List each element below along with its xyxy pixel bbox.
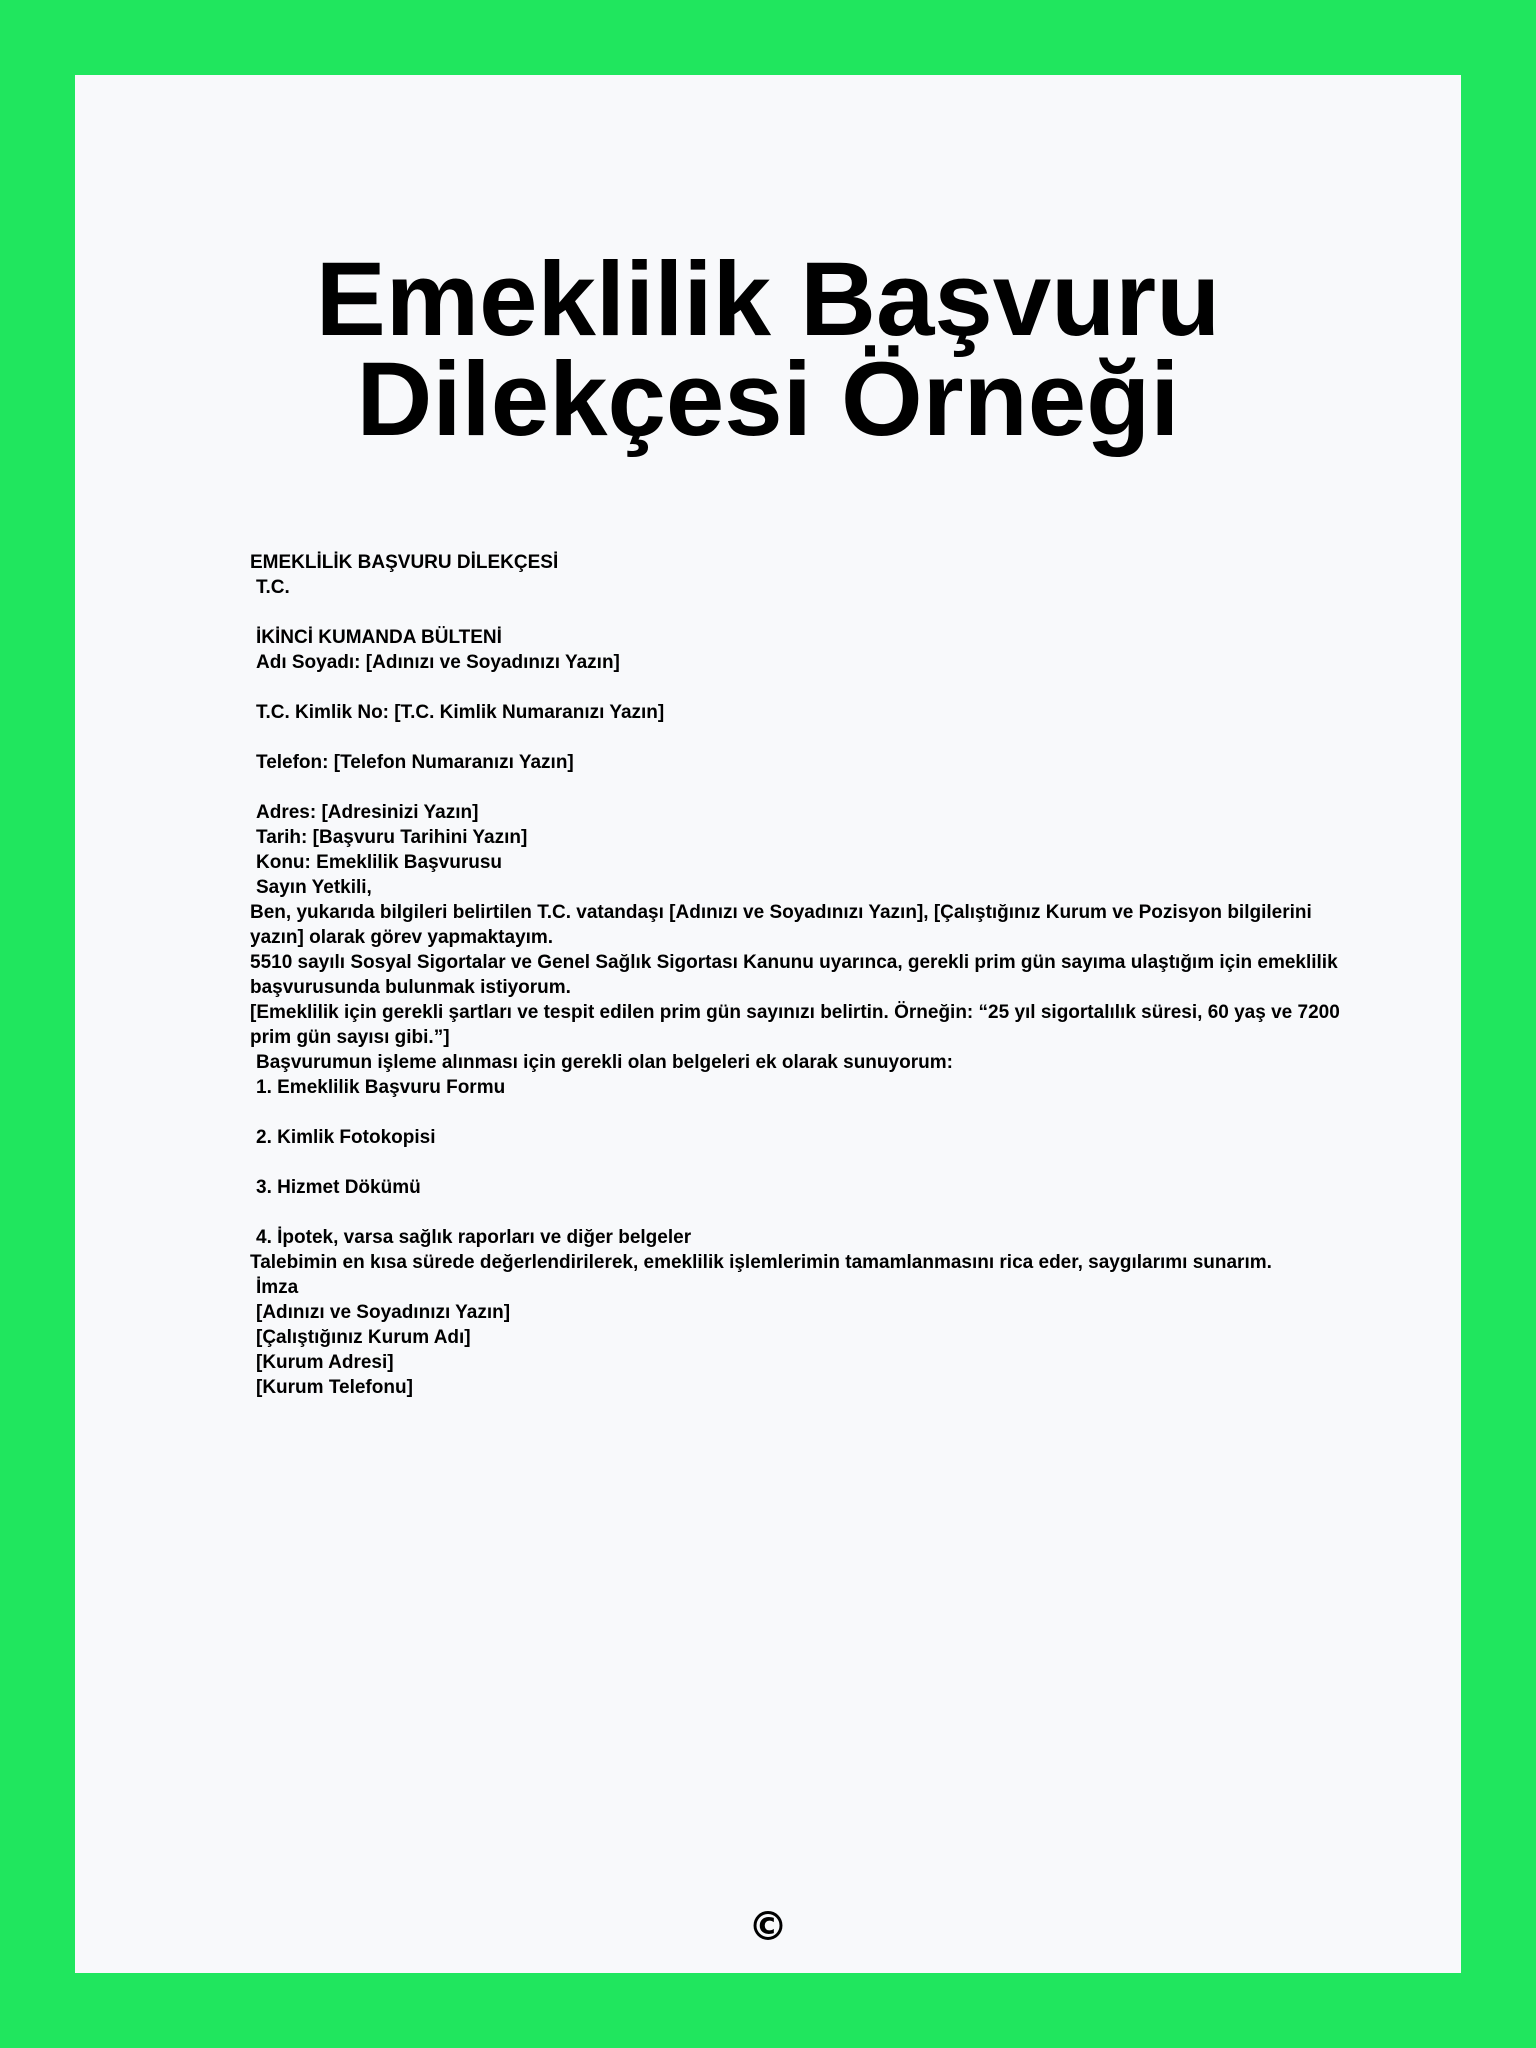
signature-address: [Kurum Adresi] — [256, 1352, 394, 1373]
spacer — [250, 600, 1350, 625]
spacer — [250, 775, 1350, 800]
attachment-item: 3. Hizmet Dökümü — [256, 1177, 421, 1198]
attachment-item: 1. Emeklilik Başvuru Formu — [256, 1077, 506, 1098]
signature-name: [Adınızı ve Soyadınızı Yazın] — [256, 1302, 511, 1323]
signature-label: İmza — [256, 1277, 299, 1298]
closing-paragraph: Talebimin en kısa sürede değerlendirilerek, emeklilik işlemlerimin tamamlanmasını rica eder, saygılarımı sunarım. — [250, 1252, 1272, 1273]
signature-phone: [Kurum Telefonu] — [256, 1377, 413, 1398]
id-field: T.C. Kimlik No: [T.C. Kimlik Numaranızı Yazın] — [256, 702, 665, 723]
spacer — [250, 675, 1350, 700]
name-field: Adı Soyadı: [Adınızı ve Soyadınızı Yazın] — [256, 652, 620, 673]
paragraph: Ben, yukarıda bilgileri belirtilen T.C. vatandaşı [Adınızı ve Soyadınızı Yazın], [Çalıştığınız Kurum ve Pozisyon bilgilerini yazın] olarak görev yapmaktayım. — [250, 902, 1318, 948]
copyright-icon: © — [748, 1904, 788, 1950]
address-field: Adres: [Adresinizi Yazın] — [256, 802, 479, 823]
phone-field: Telefon: [Telefon Numaranızı Yazın] — [256, 752, 574, 773]
page-title: Emeklilik Başvuru Dilekçesi Örneği — [315, 241, 1221, 458]
paragraph: [Emeklilik için gerekli şartları ve tespit edilen prim gün sayınızı belirtin. Örneğin: “25 yıl sigortalılık süresi, 60 yaş ve 7200 prim gün sayısı gibi.”] — [250, 1002, 1346, 1048]
document-page — [75, 75, 1461, 1973]
date-field: Tarih: [Başvuru Tarihini Yazın] — [256, 827, 528, 848]
petition-heading: EMEKLİLİK BAŞVURU DİLEKÇESİ — [250, 552, 559, 573]
paragraph: 5510 sayılı Sosyal Sigortalar ve Genel Sağlık Sigortası Kanunu uyarınca, gerekli prim gün sayıma ulaştığım için emeklilik başvurusunda bulunmak istiyorum. — [250, 952, 1343, 998]
spacer — [250, 1100, 1350, 1125]
tc-line: T.C. — [256, 577, 290, 598]
spacer — [250, 725, 1350, 750]
spacer — [250, 1200, 1350, 1225]
attachments-intro: Başvurumun işleme alınması için gerekli olan belgeleri ek olarak sunuyorum: — [256, 1052, 953, 1073]
attachment-item: 2. Kimlik Fotokopisi — [256, 1127, 436, 1148]
petition-body — [250, 550, 1350, 1400]
salutation: Sayın Yetkili, — [256, 877, 372, 898]
bulletin-line: İKİNCİ KUMANDA BÜLTENİ — [256, 627, 502, 648]
spacer — [250, 1150, 1350, 1175]
attachment-item: 4. İpotek, varsa sağlık raporları ve diğer belgeler — [256, 1227, 692, 1248]
signature-company: [Çalıştığınız Kurum Adı] — [256, 1327, 471, 1348]
subject-field: Konu: Emeklilik Başvurusu — [256, 852, 503, 873]
